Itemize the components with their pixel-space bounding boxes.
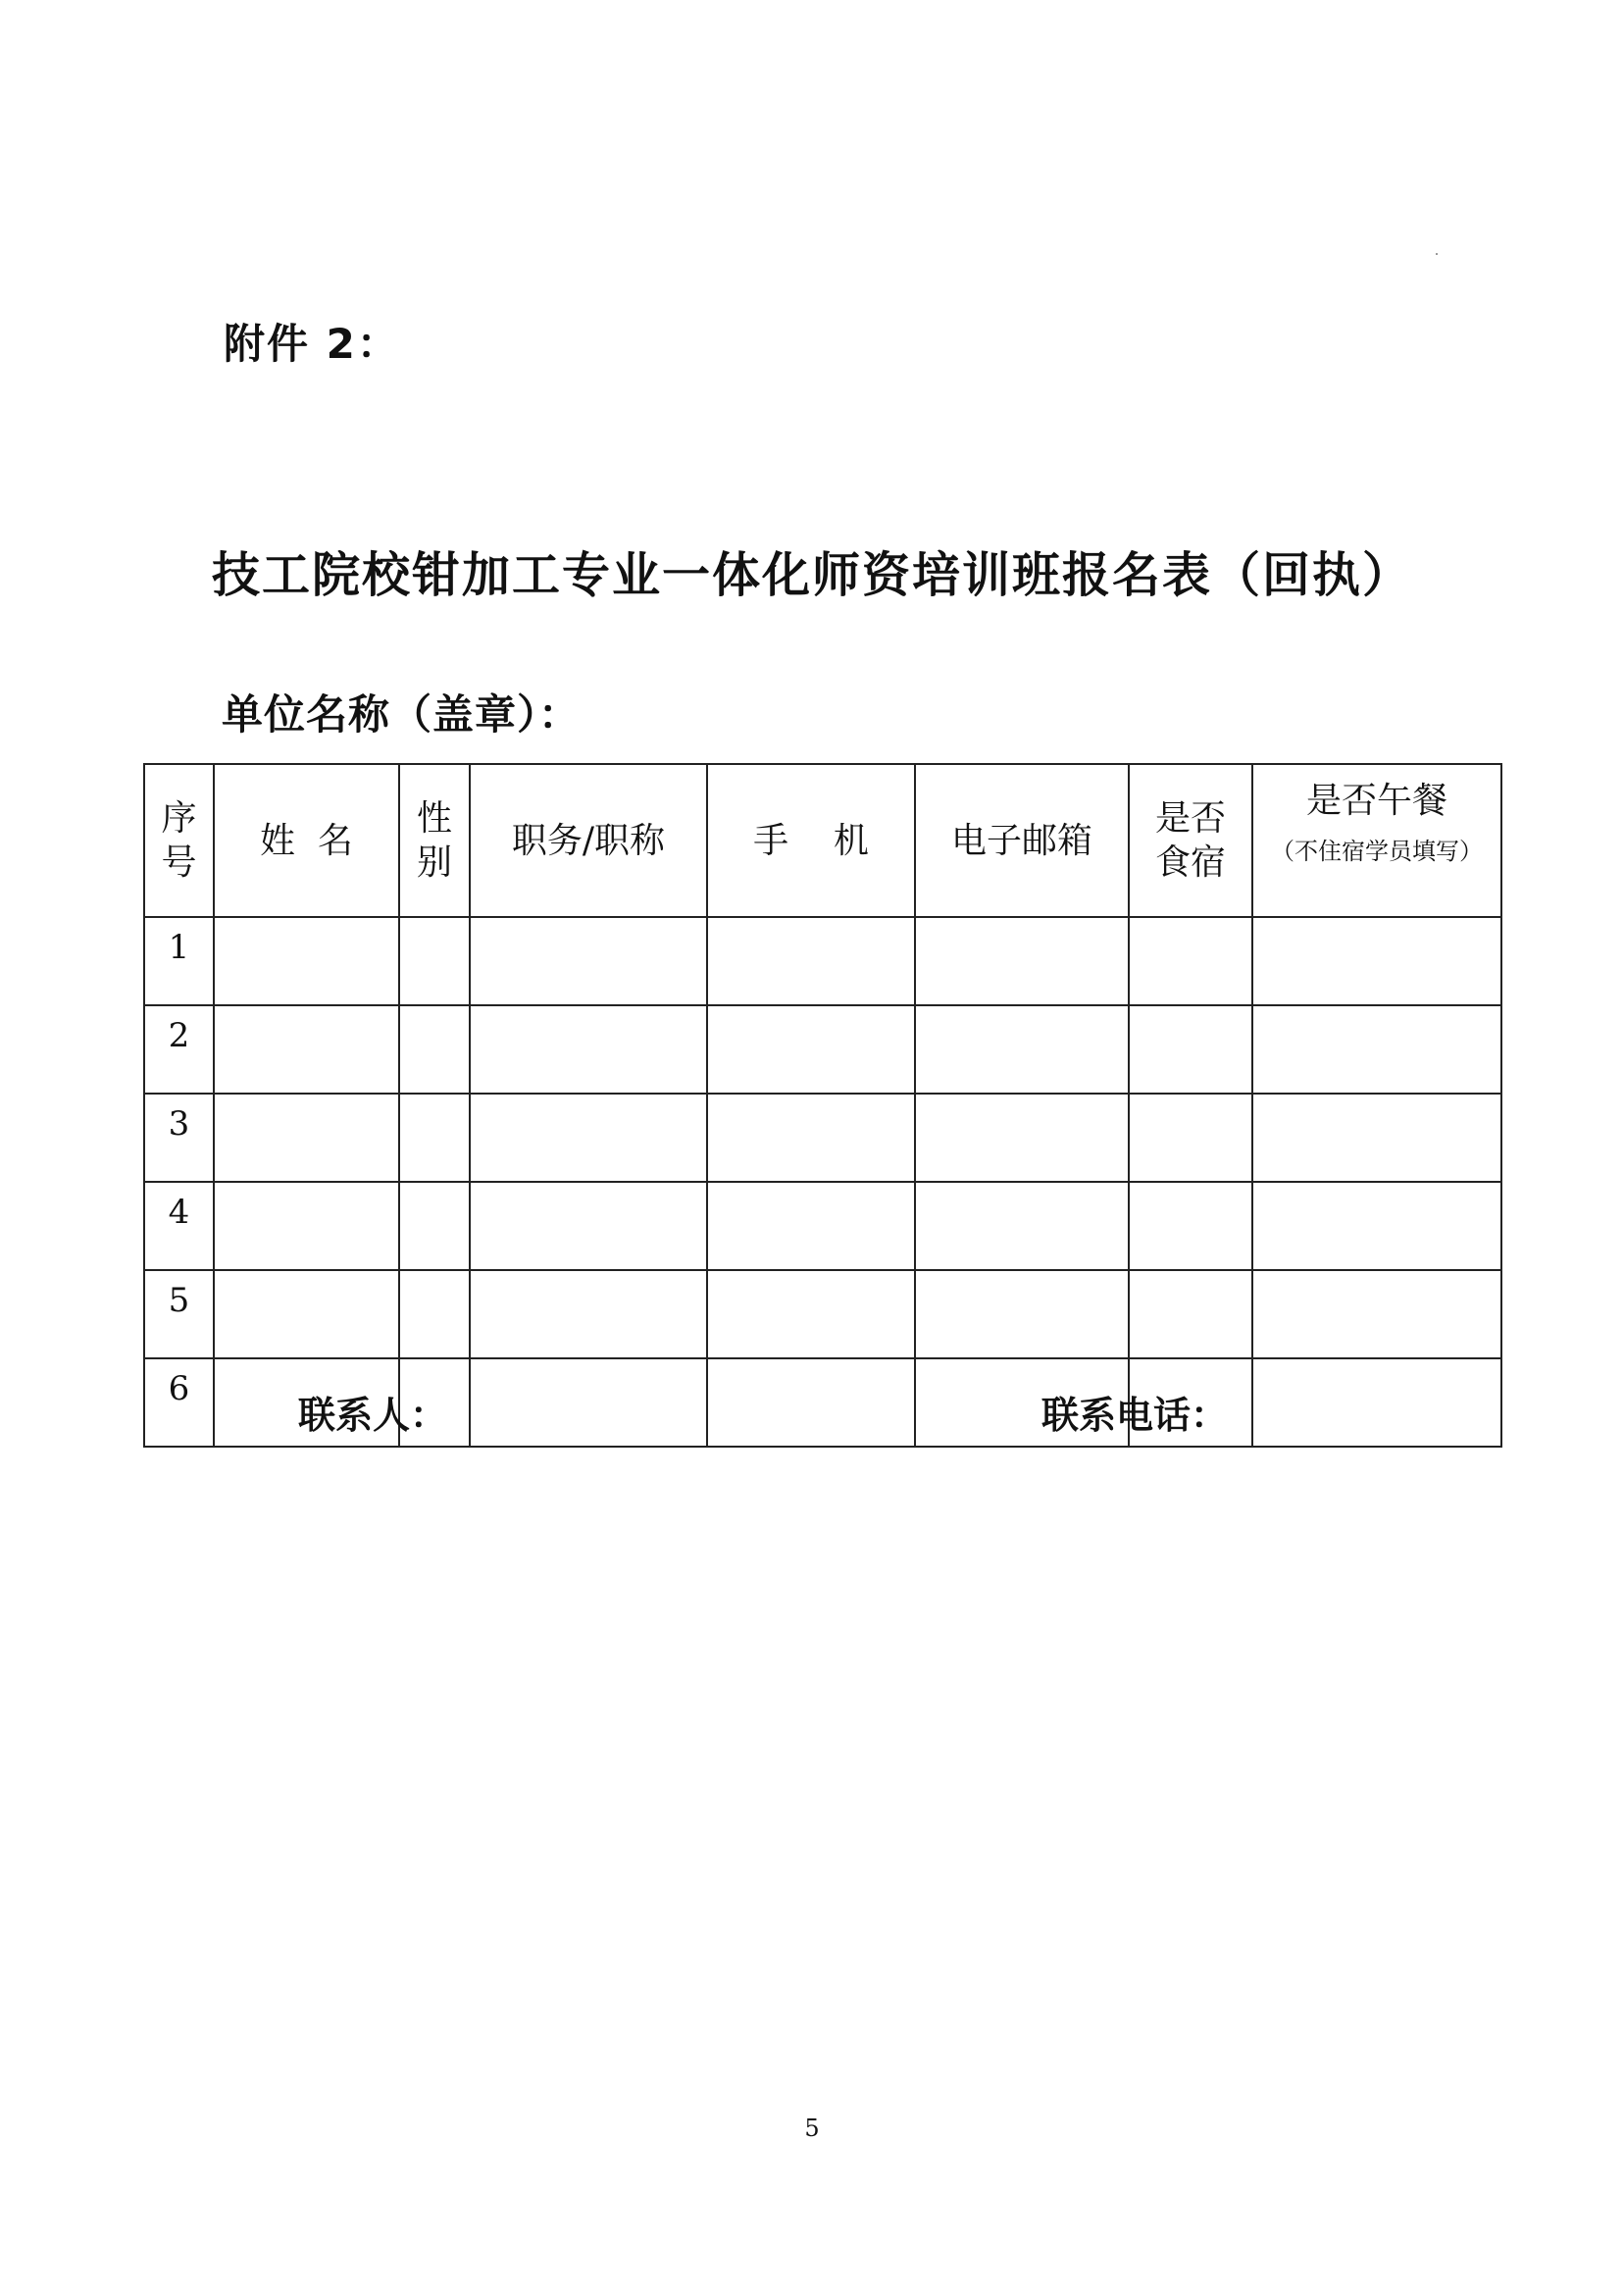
header-mobile: 手 机 [707,764,915,917]
cell-position [470,1182,707,1270]
header-lunch-label: 是否午餐 [1305,781,1447,821]
cell-lunch [1252,1005,1501,1094]
cell-mobile [707,1005,915,1094]
cell-position [470,1094,707,1182]
cell-name [214,1005,399,1094]
cell-mobile [707,1094,915,1182]
table-row [144,1005,1501,1094]
cell-gender [399,1094,470,1182]
cell-index: 2 [144,1005,214,1094]
page-number: 5 [804,2115,820,2142]
cell-lunch [1252,917,1501,1005]
contact-person-label: 联系人： [298,1394,448,1437]
cell-index: 5 [144,1270,214,1358]
registration-table [143,763,1502,1448]
cell-email [915,917,1129,1005]
cell-lodging [1129,1182,1252,1270]
cell-mobile [707,917,915,1005]
cell-index: 3 [144,1094,214,1182]
cell-lodging [1129,917,1252,1005]
cell-position [470,1270,707,1358]
cell-position [470,1358,707,1447]
cell-name [214,1094,399,1182]
table-header-row [144,764,1501,917]
contact-phone-label: 联系电话： [1041,1394,1229,1437]
cell-email [915,1094,1129,1182]
header-name: 姓 名 [214,764,399,917]
cell-gender [399,1005,470,1094]
header-seq: 序 号 [144,764,214,917]
cell-index: 4 [144,1182,214,1270]
table-row [144,1094,1501,1182]
cell-lodging [1129,1005,1252,1094]
header-position: 职务/职称 [470,764,707,917]
cell-index: 6 [144,1358,214,1447]
header-lunch-note: （不住宿学员填写） [1271,838,1483,865]
cell-mobile [707,1270,915,1358]
header-lunch [1252,764,1501,917]
cell-name [214,1182,399,1270]
cell-name [214,917,399,1005]
header-email: 电子邮箱 [915,764,1129,917]
cell-email [915,1005,1129,1094]
cell-mobile [707,1358,915,1447]
header-gender: 性 别 [399,764,470,917]
cell-email [915,1182,1129,1270]
cell-position [470,1005,707,1094]
cell-gender [399,1270,470,1358]
table-row [144,1270,1501,1358]
cell-email [915,1270,1129,1358]
header-lodging: 是否 食宿 [1129,764,1252,917]
cell-lunch [1252,1270,1501,1358]
table-row [144,917,1501,1005]
cell-gender [399,1182,470,1270]
table-row [144,1182,1501,1270]
cell-gender [399,917,470,1005]
attachment-label: 附件 2： [224,320,400,368]
cell-position [470,917,707,1005]
form-title: 技工院校钳加工专业一体化师资培训班报名表（回执） [211,547,1412,603]
unit-name-label: 单位名称（盖章）： [222,690,582,739]
cell-index: 1 [144,917,214,1005]
cell-lodging [1129,1270,1252,1358]
scan-speck [1436,253,1438,255]
cell-lodging [1129,1094,1252,1182]
cell-lunch [1252,1182,1501,1270]
cell-lunch [1252,1358,1501,1447]
cell-lunch [1252,1094,1501,1182]
cell-name [214,1270,399,1358]
cell-mobile [707,1182,915,1270]
